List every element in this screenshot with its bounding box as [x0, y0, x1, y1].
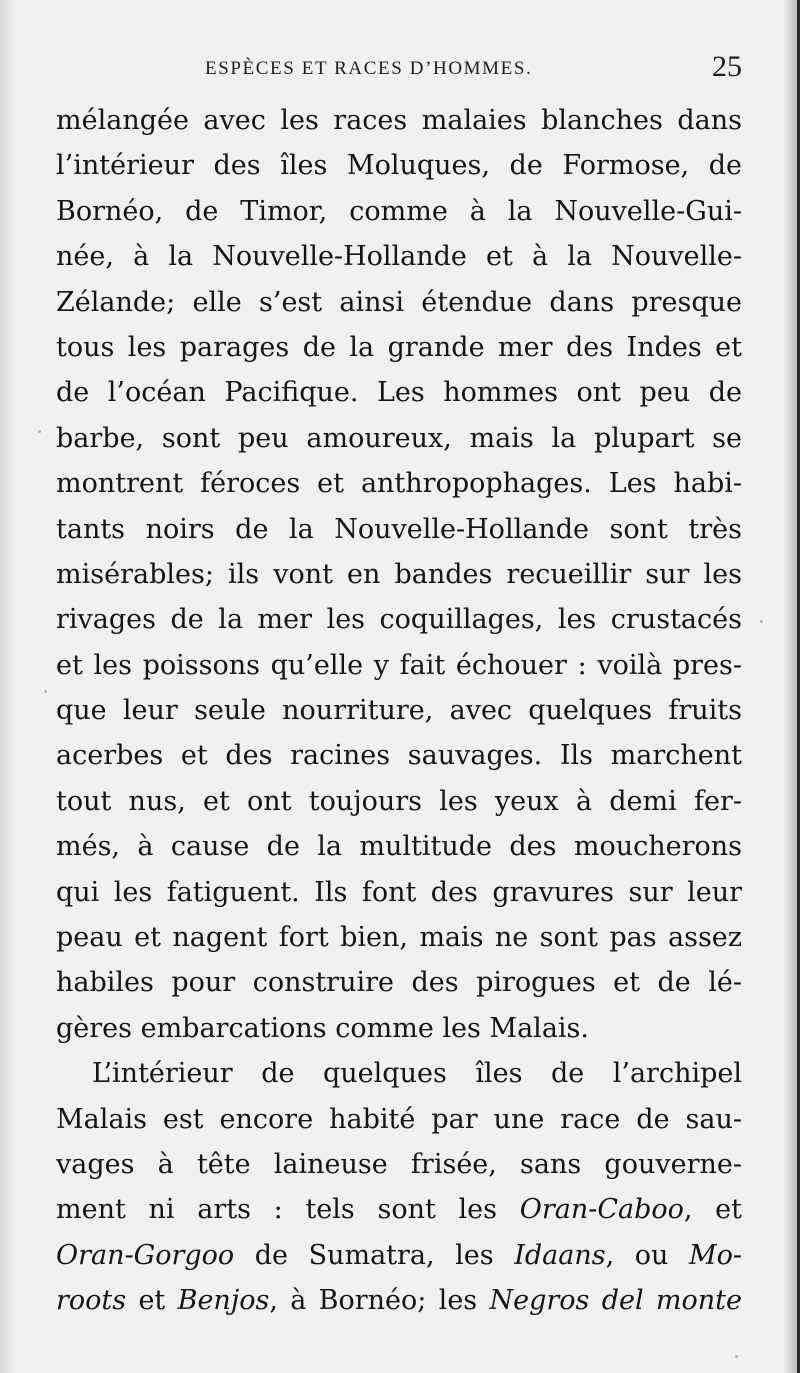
text-run: ment ni arts : tels sont les [56, 1194, 520, 1226]
text-line: gères embarcations comme les Malais. [56, 1012, 589, 1044]
italic-name: Idaans [514, 1239, 606, 1271]
text-line: que leur seule nourriture, avec quelques fruits [56, 695, 742, 727]
text-run: , à Bornéo; les [269, 1285, 490, 1317]
paper-speck [38, 430, 41, 433]
page-number: 25 [712, 50, 742, 83]
text-line: montrent féroces et anthropophages. Les habi- [56, 468, 742, 500]
text-line: barbe, sont peu amoureux, mais la plupart se [56, 422, 742, 454]
paper-speck [44, 690, 47, 693]
text-run: , ou [605, 1239, 689, 1271]
text-line: tous les parages de la grande mer des Indes et [56, 331, 742, 363]
paragraph-2-line-6 [56, 1278, 742, 1323]
text-line: Zélande; elle s’est ainsi étendue dans presque [56, 286, 742, 318]
text-line: née, à la Nouvelle-Hollande et à la Nouvelle- [56, 241, 742, 273]
text-line: mélangée avec les races malaies blanches dans [56, 105, 742, 136]
italic-name: roots [56, 1285, 127, 1317]
text-run: et [126, 1285, 178, 1317]
paragraph-2-line-1: L’intérieur de quelques îles de l’archipel [92, 1058, 742, 1090]
running-title: ESPÈCES ET RACES D’HOMMES. [205, 58, 533, 79]
italic-name: Oran-Gorgoo [56, 1239, 235, 1271]
text-line: de l’océan Pacifique. Les hommes ont peu de [56, 377, 742, 409]
scan-right-edge [784, 0, 800, 1373]
scan-left-edge [0, 0, 14, 1373]
italic-name: Mo- [688, 1239, 742, 1271]
italic-name: Benjos [177, 1285, 270, 1317]
text-run: , et [683, 1194, 742, 1226]
body-text [56, 98, 742, 1324]
text-line: més, à cause de la multitude des moucherons [56, 831, 742, 863]
text-line: acerbes et des racines sauvages. Ils marchent [56, 740, 742, 772]
text-line: misérables; ils vont en bandes recueillir sur les [56, 558, 742, 590]
text-run: de Sumatra, les [234, 1239, 515, 1271]
text-line: et les poissons qu’elle y fait échouer : voilà pres- [56, 649, 742, 681]
text-line: tants noirs de la Nouvelle-Hollande sont très [56, 513, 742, 545]
page-header [205, 50, 742, 82]
paragraph-2-line-2: Malais est encore habité par une race de sau- [56, 1103, 742, 1135]
italic-name: Oran-Caboo [519, 1194, 684, 1226]
text-line: rivages de la mer les coquillages, les crustacés [56, 604, 742, 636]
text-line: qui les fatiguent. Ils font des gravures sur leur [56, 876, 742, 908]
paragraph-2-line-5 [56, 1233, 742, 1278]
text-line: peau et nagent fort bien, mais ne sont pas assez [56, 922, 742, 954]
italic-name: Negros del monte [489, 1285, 743, 1317]
text-line: habiles pour construire des pirogues et de lé- [56, 967, 742, 999]
text-line: tout nus, et ont toujours les yeux à demi fer- [56, 785, 742, 817]
paragraph-2-line-3: vages à tête laineuse frisée, sans gouverne- [56, 1148, 742, 1180]
text-line: l’intérieur des îles Moluques, de Formose, de [56, 150, 742, 182]
paragraph-2-line-4 [56, 1187, 742, 1232]
paper-speck [760, 620, 763, 623]
paper-speck [735, 1355, 738, 1358]
text-line: Bornéo, de Timor, comme à la Nouvelle-Gui- [56, 195, 742, 227]
